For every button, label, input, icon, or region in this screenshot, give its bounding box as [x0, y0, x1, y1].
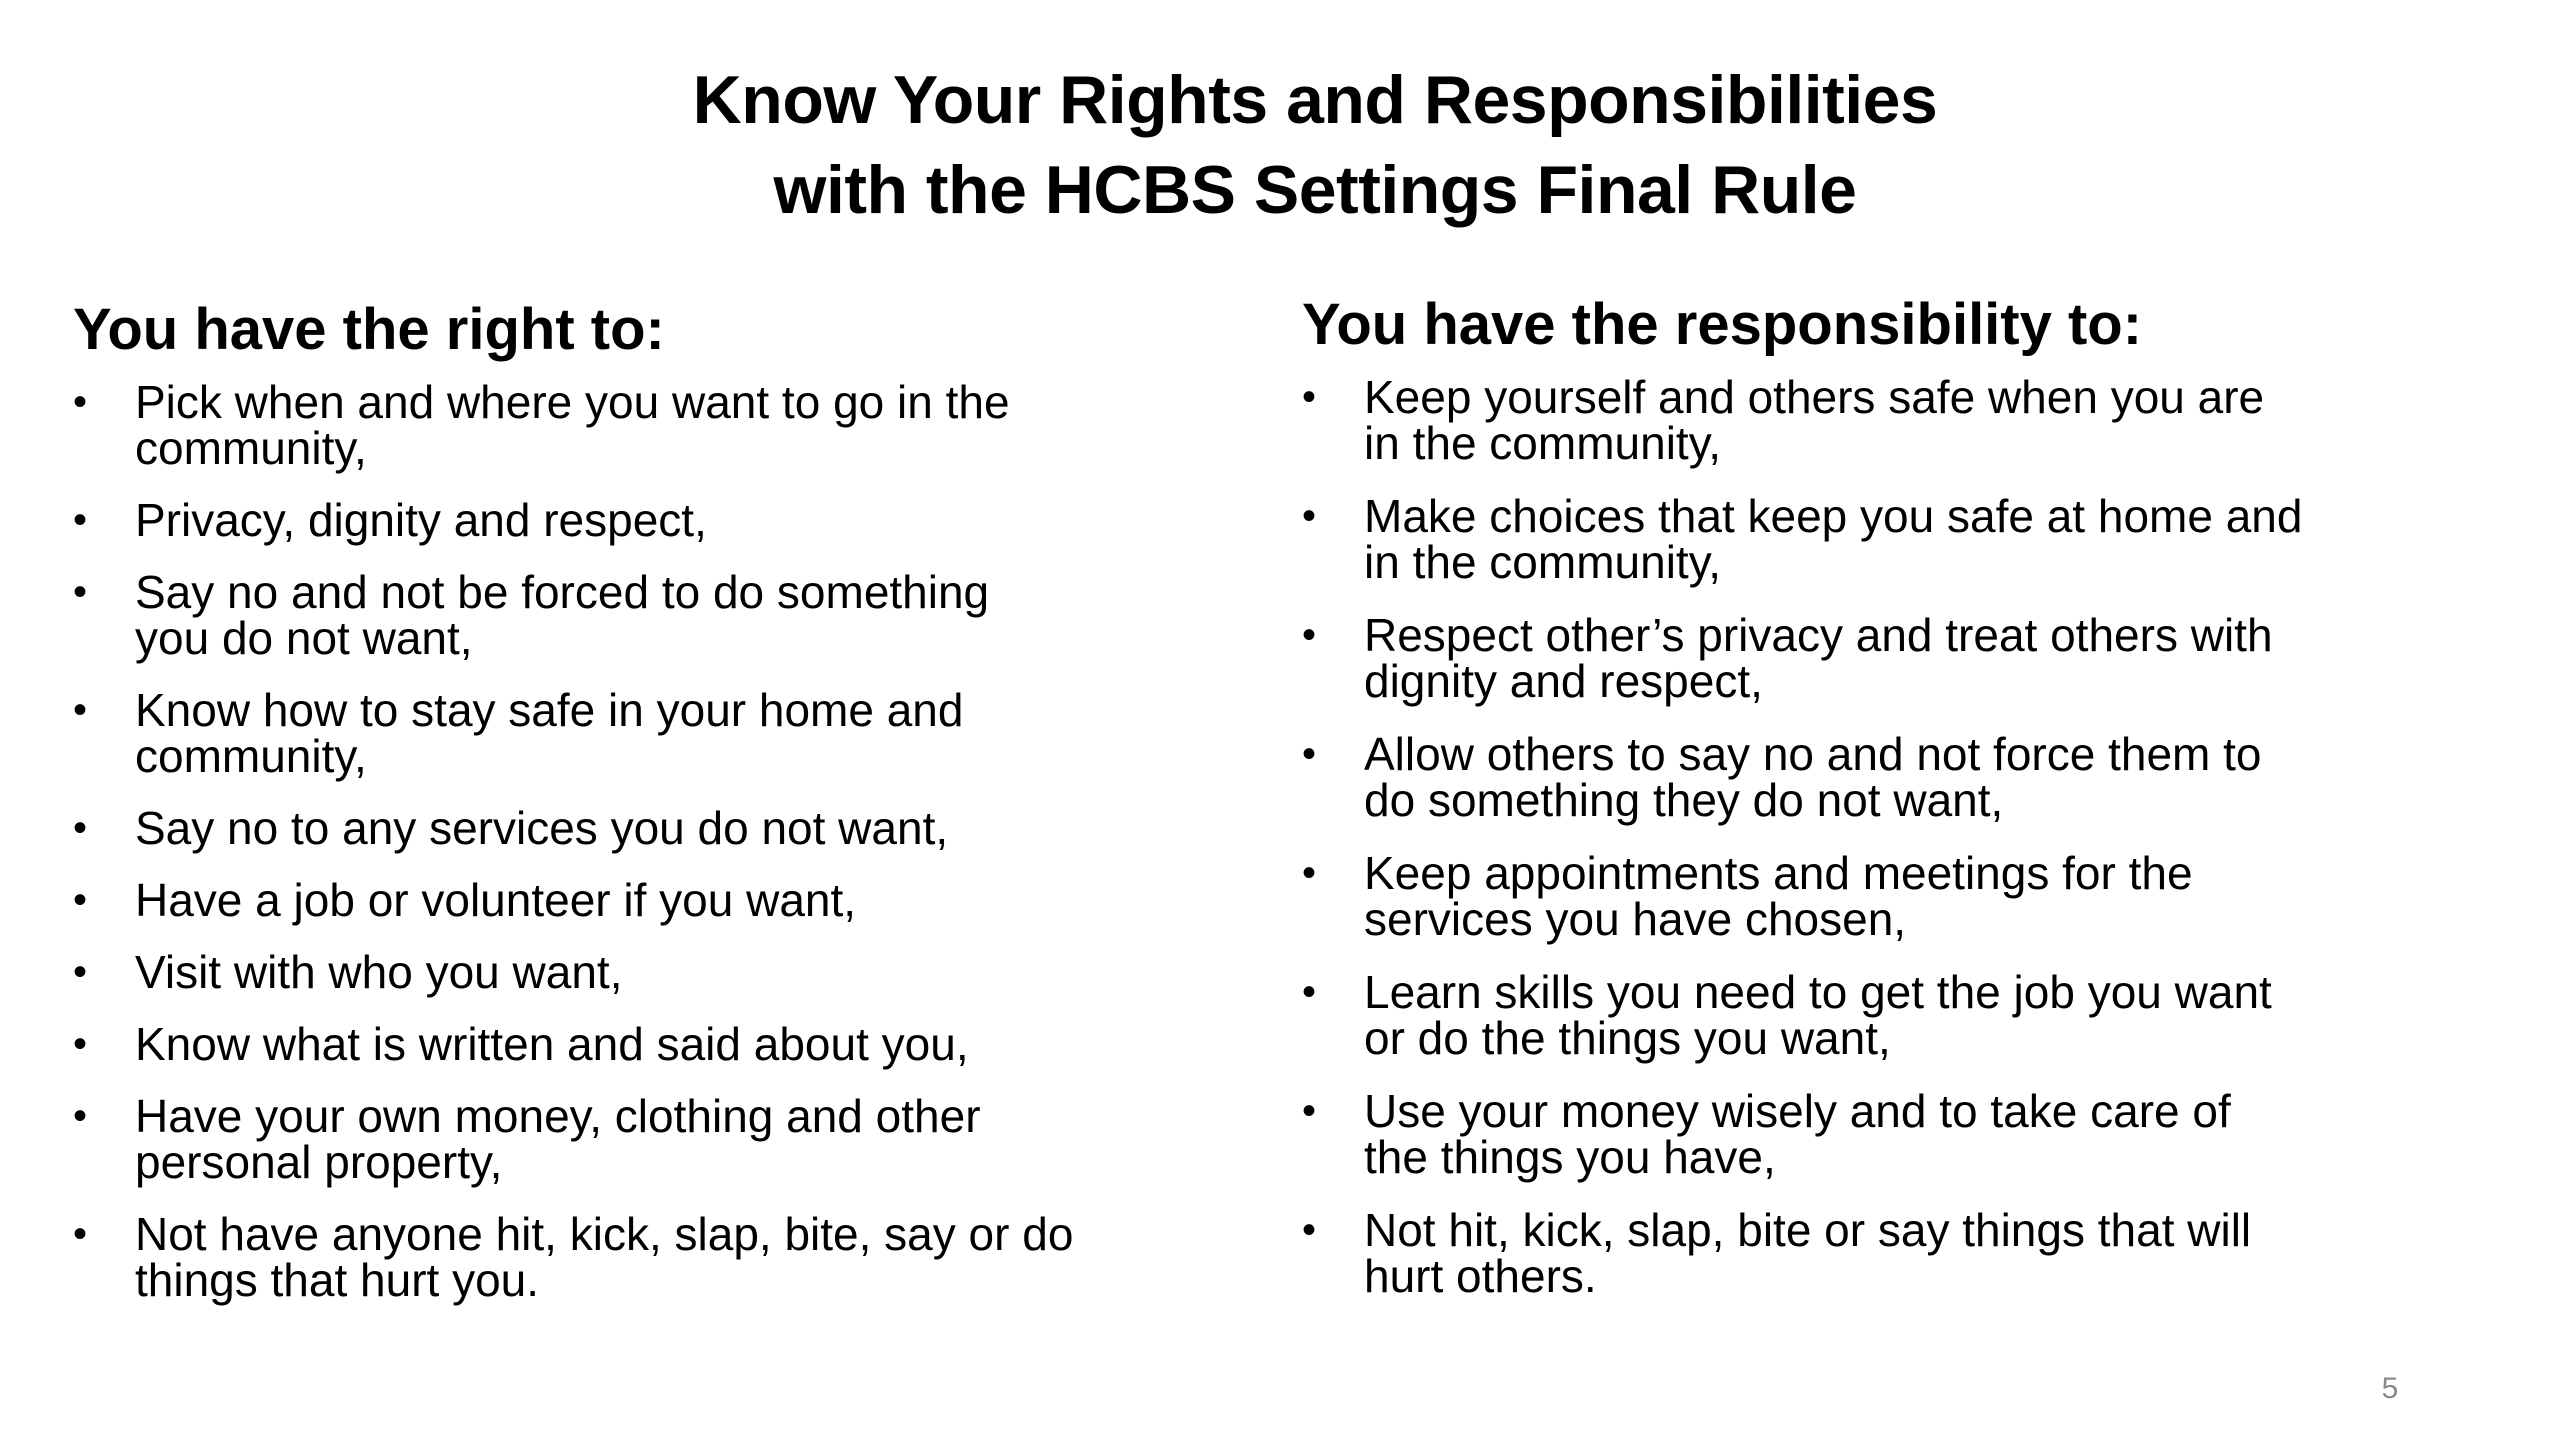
list-item — [73, 1208, 1233, 1306]
list-item — [1302, 728, 2502, 826]
bullet-icon: • — [73, 1212, 88, 1256]
list-item — [73, 494, 1233, 546]
bullet-icon: • — [1302, 375, 1317, 419]
list-item — [73, 946, 1233, 998]
bullet-icon: • — [1302, 1208, 1317, 1252]
list-item-text: Have a job or volunteer if you want, — [135, 874, 857, 926]
page-number: 5 — [2381, 1372, 2399, 1405]
rights-heading: You have the right to: — [73, 297, 665, 362]
list-item-text: Not hit, kick, slap, bite or say things that will hurt others. — [1364, 1204, 2252, 1302]
list-item-text: Know what is written and said about you, — [135, 1018, 969, 1070]
bullet-icon: • — [1302, 851, 1317, 895]
list-item — [1302, 1085, 2502, 1183]
list-item-text: Learn skills you need to get the job you want or do the things you want, — [1364, 966, 2272, 1064]
responsibilities-heading: You have the responsibility to: — [1302, 292, 2143, 357]
list-item-text: Keep yourself and others safe when you are in the community, — [1364, 371, 2265, 469]
list-item-text: Visit with who you want, — [135, 946, 623, 998]
list-item — [73, 684, 1233, 782]
list-item-text: Pick when and where you want to go in the community, — [135, 376, 1010, 474]
bullet-icon: • — [73, 688, 88, 732]
list-item-text: Respect other’s privacy and treat others with dignity and respect, — [1364, 609, 2273, 707]
slide-title-line-1: Know Your Rights and Responsibilities — [692, 62, 1938, 138]
list-item — [73, 376, 1233, 474]
list-item-text: Privacy, dignity and respect, — [135, 494, 707, 546]
slide-title-line-2: with the HCBS Settings Final Rule — [773, 152, 1857, 228]
list-item-text: Keep appointments and meetings for the services you have chosen, — [1364, 847, 2193, 945]
bullet-icon: • — [1302, 1089, 1317, 1133]
list-item — [73, 802, 1233, 854]
bullet-icon: • — [73, 950, 88, 994]
bullet-icon: • — [73, 1022, 88, 1066]
list-item-text: Say no and not be forced to do something you do not want, — [135, 566, 990, 664]
list-item-text: Not have anyone hit, kick, slap, bite, say or do things that hurt you. — [135, 1208, 1074, 1306]
list-item — [1302, 371, 2502, 469]
list-item — [73, 874, 1233, 926]
bullet-icon: • — [73, 380, 88, 424]
list-item — [1302, 847, 2502, 945]
bullet-icon: • — [1302, 970, 1317, 1014]
rights-column — [73, 295, 1233, 1329]
bullet-icon: • — [73, 878, 88, 922]
bullet-icon: • — [73, 806, 88, 850]
list-item — [1302, 490, 2502, 588]
slide-title — [0, 55, 2560, 235]
bullet-icon: • — [1302, 494, 1317, 538]
rights-list — [73, 376, 1233, 1306]
bullet-icon: • — [1302, 732, 1317, 776]
list-item — [1302, 966, 2502, 1064]
list-item — [73, 1018, 1233, 1070]
list-item — [73, 1090, 1233, 1188]
list-item-text: Know how to stay safe in your home and community, — [135, 684, 964, 782]
list-item-text: Have your own money, clothing and other personal property, — [135, 1090, 981, 1188]
bullet-icon: • — [1302, 613, 1317, 657]
bullet-icon: • — [73, 498, 88, 542]
list-item-text: Use your money wisely and to take care of the things you have, — [1364, 1085, 2231, 1183]
list-item — [1302, 609, 2502, 707]
list-item — [1302, 1204, 2502, 1302]
responsibilities-column — [1302, 290, 2502, 1326]
list-item-text: Make choices that keep you safe at home and in the community, — [1364, 490, 2303, 588]
list-item-text: Allow others to say no and not force them to do something they do not want, — [1364, 728, 2262, 826]
bullet-icon: • — [73, 570, 88, 614]
responsibilities-list — [1302, 371, 2502, 1302]
list-item-text: Say no to any services you do not want, — [135, 802, 949, 854]
list-item — [73, 566, 1233, 664]
bullet-icon: • — [73, 1094, 88, 1138]
